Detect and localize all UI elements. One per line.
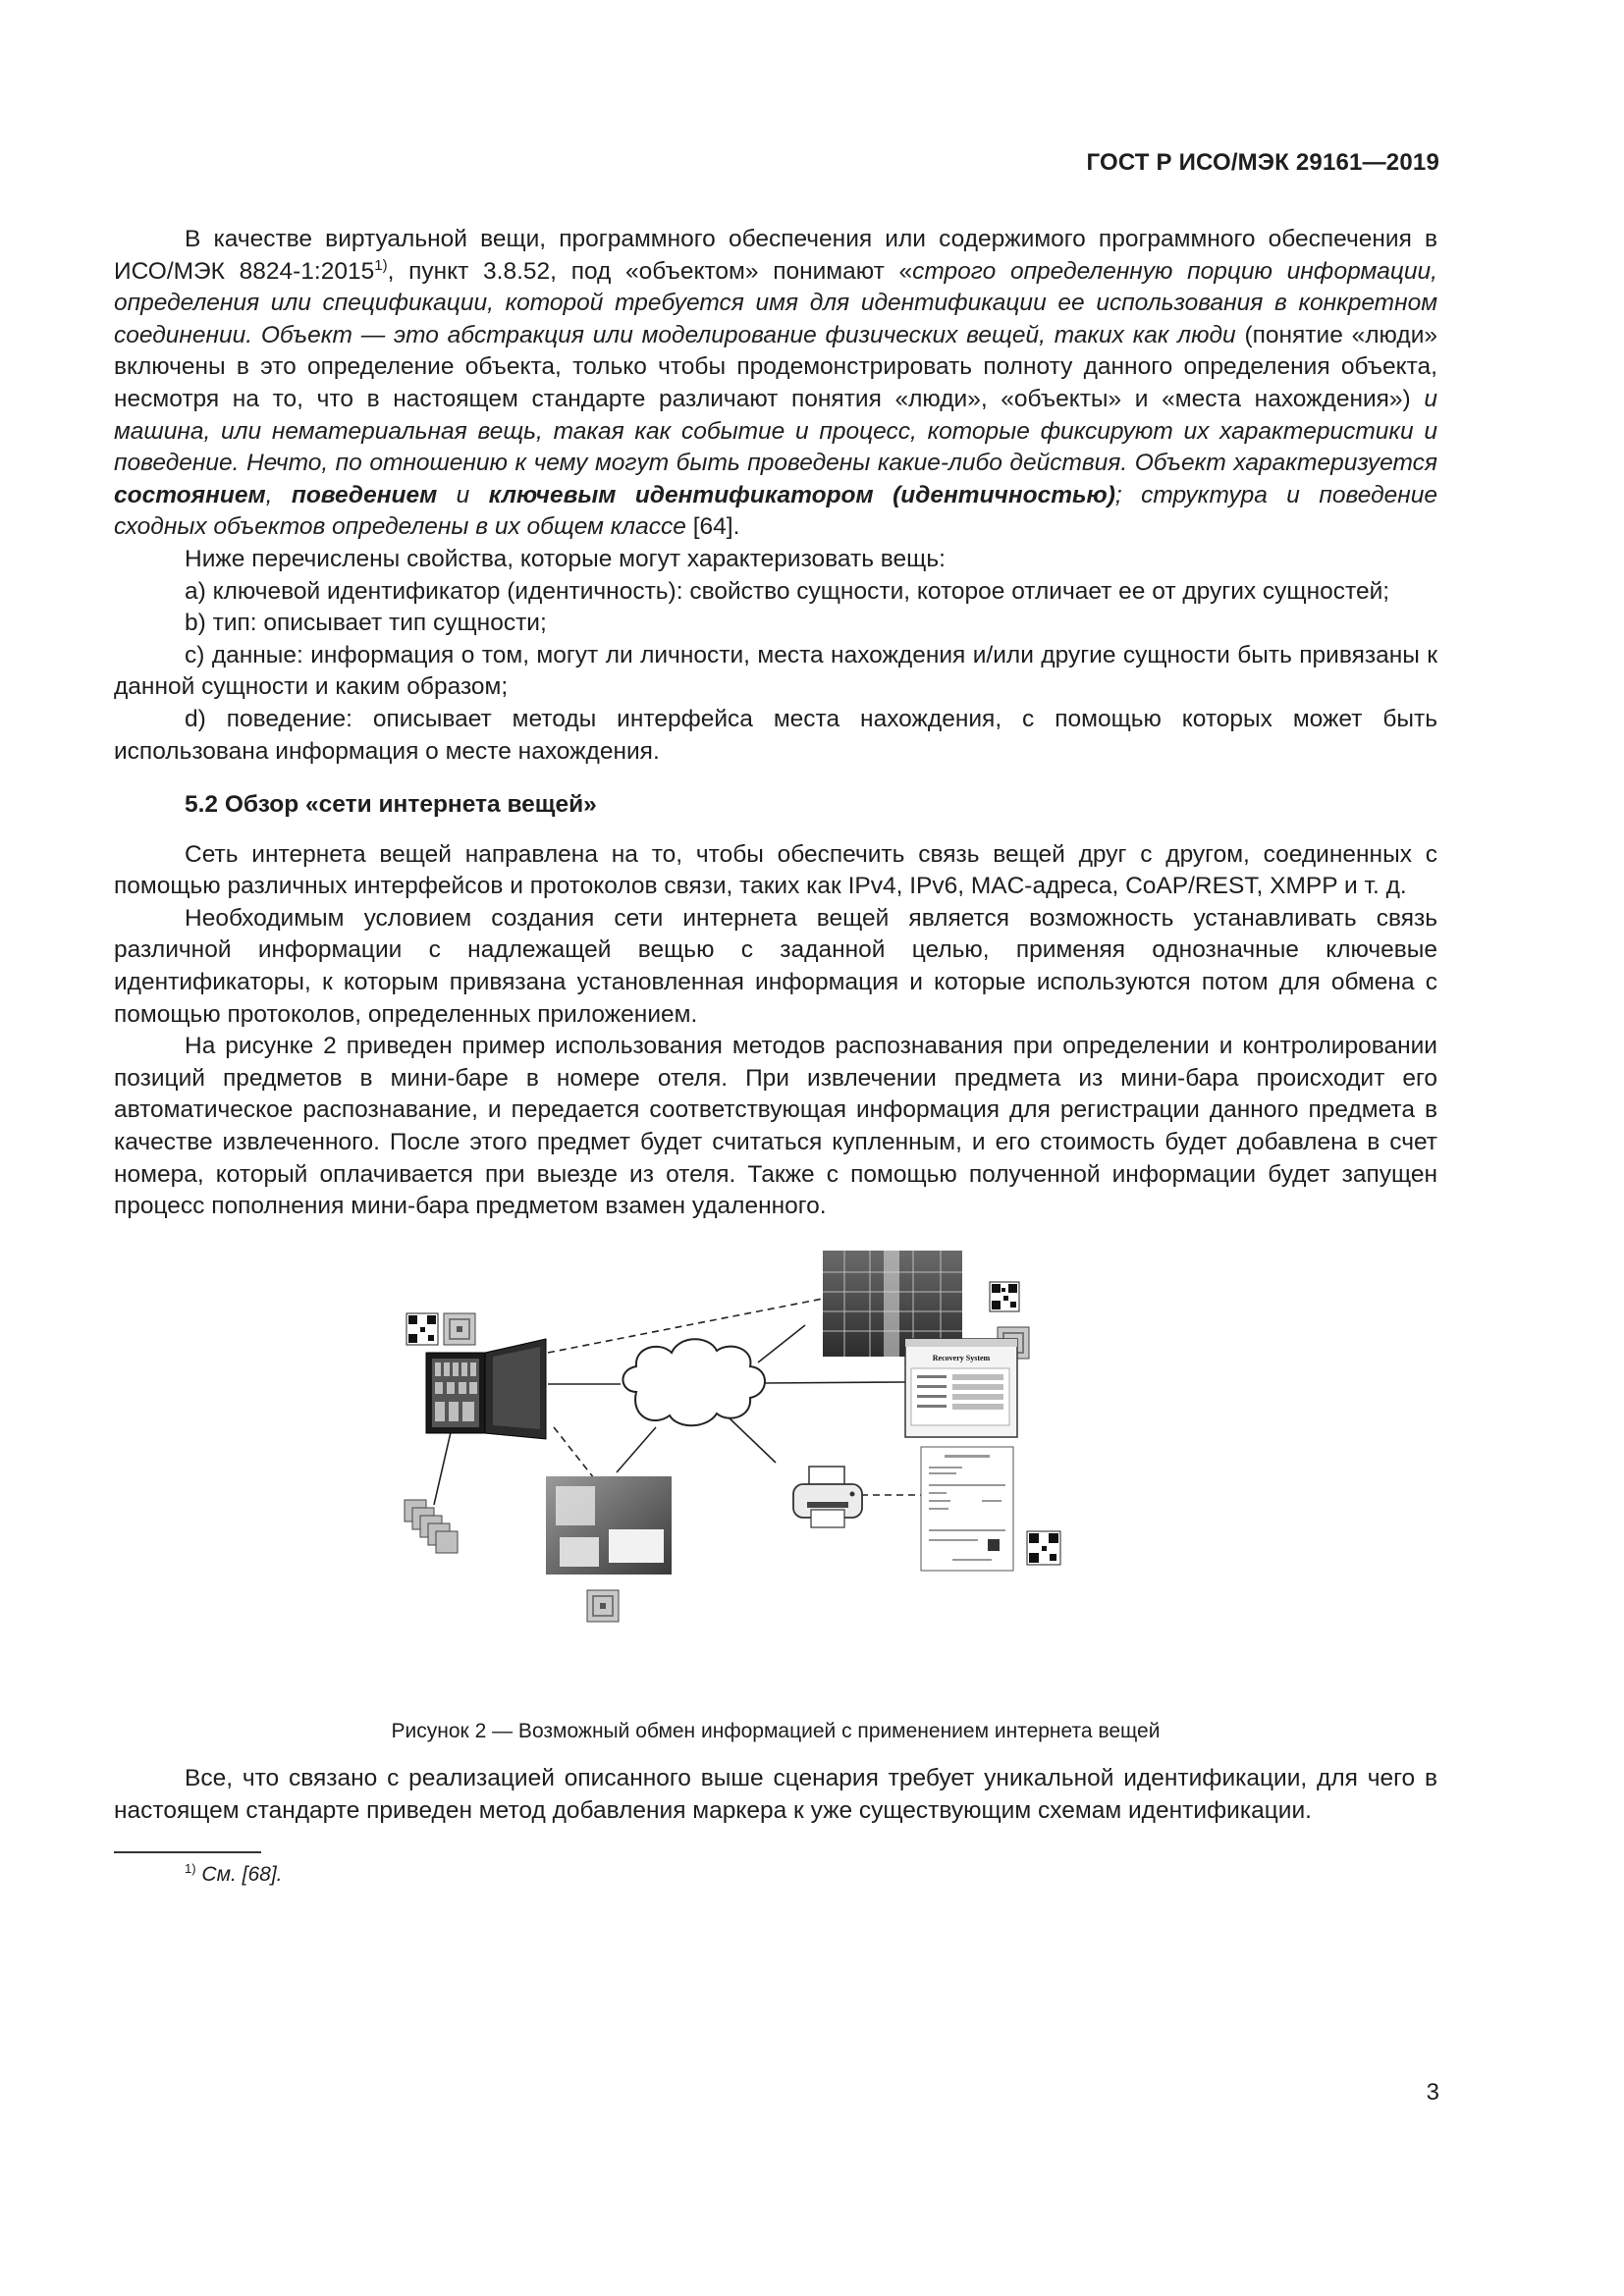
- page-number: 3: [1426, 2079, 1439, 2106]
- bold-italic-run: состоянием: [114, 481, 266, 508]
- recovery-system-title: Recovery System: [932, 1353, 991, 1362]
- printer-icon: [793, 1467, 862, 1527]
- text-run: В качестве виртуальной вещи, программного обеспечения или содержимого программного обеспечения в ИСО/МЭК 8824-1:2015: [114, 226, 1437, 285]
- footnote: [185, 1859, 1437, 1892]
- text-run: (понятие «люди» включены в это определение объекта, только чтобы продемонстрировать полноту данного определения объекта, несмотря на то, что в настоящем стандарте различают понятия «люди», «объекты» и «места нахождения»): [114, 321, 1438, 412]
- recovery-system-window: [905, 1339, 1017, 1437]
- rfid-tag-icon: [587, 1590, 619, 1622]
- footnote-divider: [114, 1851, 261, 1853]
- text-run: [64].: [685, 513, 740, 541]
- list-item-d: d) поведение: описывает методы интерфейса места нахождения, с помощью которых может быть использована информация о месте нахождения.: [114, 705, 1437, 765]
- italic-run: и машина, или нематериальная вещь, такая как событие и процесс, которые фиксируют их характеристики и поведение. Нечто, по отношению к чему могут быть проведены какие-либо действия. Объект характеризуется: [114, 385, 1437, 477]
- invoice-document-icon: [921, 1447, 1013, 1571]
- figure-diagram: [403, 1245, 1149, 1706]
- cloud-icon: [623, 1339, 765, 1425]
- figure-iot-exchange: [403, 1245, 1149, 1706]
- list-item-c: c) данные: информация о том, могут ли личности, места нахождения и/или другие сущности быть привязаны к данной сущности и каким образом;: [114, 641, 1437, 701]
- rfid-tag-stack-icon: [405, 1500, 458, 1553]
- qr-code-icon: [990, 1282, 1019, 1311]
- footnote-ref[interactable]: 1): [374, 256, 388, 274]
- list-item-a: a) ключевой идентификатор (идентичность): свойство сущности, которое отличает ее от других сущностей;: [185, 577, 1390, 605]
- figure-caption: Рисунок 2 — Возможный обмен информацией с применением интернета вещей: [391, 1719, 1161, 1742]
- document-header: ГОСТ Р ИСО/МЭК 29161—2019: [1086, 149, 1439, 176]
- bold-italic-run: ключевым идентификатором (идентичностью): [488, 481, 1115, 508]
- bold-italic-run: поведением: [291, 481, 438, 508]
- paragraph-iot-condition: Необходимым условием создания сети интернета вещей является возможность устанавливать связь различной информации с надлежащей вещью с заданной целью, применяя однозначные ключевые идентификаторы, к которым привязана установленная информация и которые используются потом для обмена с помощью протоколов, определенных приложением.: [114, 904, 1437, 1028]
- italic-run: строго определенную порцию информации, определения или спецификации, которой требуется имя для идентификации ее использования в конкретном соединении. Объект — это абстракция или моделирование физических вещей, таких как люди: [114, 257, 1437, 348]
- minibar-icon: [426, 1339, 546, 1439]
- italic-run: и: [437, 481, 489, 508]
- italic-run: ; структура и поведение сходных объектов определены в их общем классе: [114, 481, 1437, 541]
- footnote-text: См. [68].: [201, 1862, 283, 1886]
- list-item-b: b) тип: описывает тип сущности;: [185, 610, 547, 637]
- rfid-tag-icon: [444, 1313, 475, 1345]
- italic-run: ,: [265, 481, 292, 508]
- paragraph-object-definition: [114, 224, 1437, 544]
- hotel-room-photo: [546, 1476, 672, 1575]
- text-run: , пункт 3.8.52, под «объектом» понимают «: [387, 257, 913, 285]
- footnote-mark: 1): [185, 1860, 196, 1876]
- qr-code-icon: [406, 1313, 438, 1345]
- qr-code-icon: [1027, 1531, 1060, 1565]
- section-heading: 5.2 Обзор «сети интернета вещей»: [185, 791, 597, 819]
- paragraph-unique-identification: Все, что связано с реализацией описанного выше сценария требует уникальной идентификации, для чего в настоящем стандарте приведен метод добавления маркера к уже существующим схемам идентификации.: [114, 1765, 1437, 1824]
- paragraph-figure-reference: На рисунке 2 приведен пример использования методов распознавания при определении и контролировании позиций предметов в мини-баре в номере отеля. При извлечении предмета из мини-бара происходит его автоматическое распознавание, и передается соответствующая информация для регистрации данного предмета в качестве извлеченного. После этого предмет будет считаться купленным, и его стоимость будет добавлена в счет номера, который оплачивается при выезде из отеля. Также с помощью полученной информации будет запущен процесс пополнения мини-бара предметом взамен удаленного.: [114, 1033, 1437, 1220]
- paragraph-properties-intro: Ниже перечислены свойства, которые могут характеризовать вещь:: [185, 545, 946, 572]
- paragraph-iot-network: Сеть интернета вещей направлена на то, чтобы обеспечить связь вещей друг с другом, соединенных с помощью различных интерфейсов и протоколов связи, таких как IPv4, IPv6, MAC-адреса, CoAP/REST, XMPP и т. д.: [114, 840, 1437, 900]
- page-body: [114, 224, 1437, 1891]
